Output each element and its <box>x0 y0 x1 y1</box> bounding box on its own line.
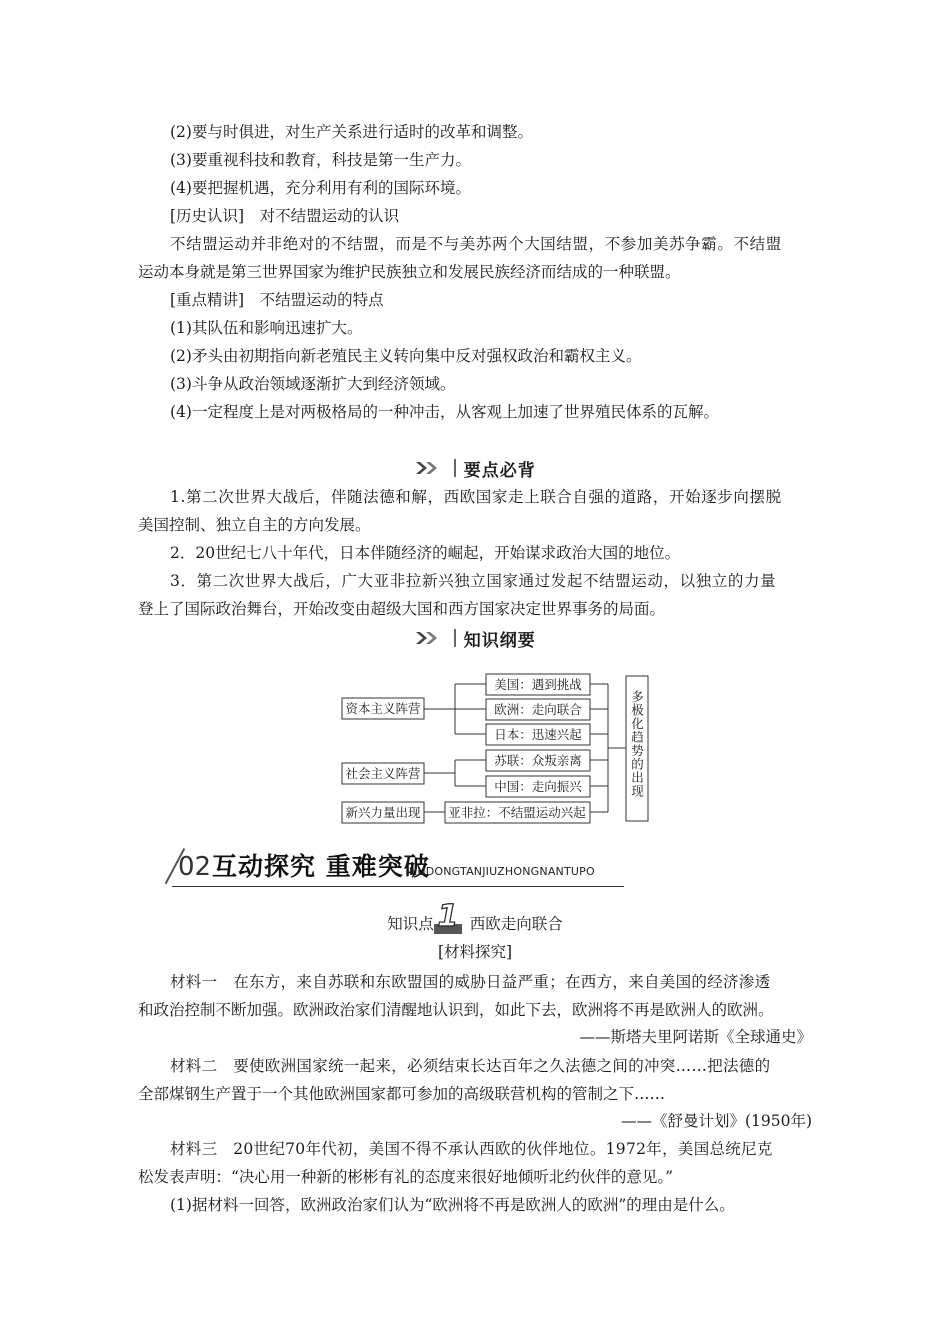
text-line: 2．20世纪七八十年代，日本伴随经济的崛起，开始谋求政治大国的地位。 <box>170 544 681 562</box>
knowledge-outline-diagram <box>0 665 950 845</box>
diagram-left-label: 资本主义阵营 <box>345 701 421 716</box>
heading-divider <box>454 629 456 647</box>
diagram-middle-label: 苏联：众叛亲离 <box>494 753 582 768</box>
text-line: 松发表声明：“决心用一种新的彬彬有礼的态度来很好地倾听北约伙伴的意见。” <box>138 1168 674 1186</box>
diagram-middle-label: 美国：遇到挑战 <box>494 677 582 692</box>
text-line: (3)斗争从政治领域逐渐扩大到经济领域。 <box>170 375 456 393</box>
section-banner <box>172 848 624 888</box>
text-line: 材料一 在东方，来自苏联和东欧盟国的威胁日益严重；在西方，来自美国的经济渗透 <box>170 973 771 991</box>
text-line: (2)要与时俱进，对生产关系进行适时的改革和调整。 <box>170 123 533 141</box>
diagram-middle-label: 欧洲：走向联合 <box>494 702 582 717</box>
double-chevron-icon <box>414 630 444 646</box>
banner-title: 互动探究 重难突破 <box>212 852 430 881</box>
text-line: (2)矛头由初期指向新老殖民主义转向集中反对强权政治和霸权主义。 <box>170 347 642 365</box>
text-line: (3)要重视科技和教育，科技是第一生产力。 <box>170 151 471 169</box>
citation-line: ——斯塔夫里阿诺斯《全球通史》 <box>579 1028 812 1046</box>
section-heading-key-points <box>0 455 950 481</box>
knowledge-point-prefix: 知识点 <box>387 915 434 933</box>
text-line: (4)要把握机遇，充分利用有利的国际环境。 <box>170 179 471 197</box>
diagram-right-label: 多极化趋势的出现 <box>629 690 645 798</box>
knowledge-point-number: 1 <box>437 899 459 934</box>
diagram-middle-label: 日本：迅速兴起 <box>494 727 582 742</box>
section-title: 要点必背 <box>463 460 536 481</box>
text-line: (1)其队伍和影响迅速扩大。 <box>170 319 363 337</box>
text-line: 和政治控制不断加强。欧洲政治家们清醒地认识到，如此下去，欧洲将不再是欧洲人的欧洲。 <box>138 1001 774 1019</box>
text-line: 3．第二次世界大战后，广大亚非拉新兴独立国家通过发起不结盟运动，以独立的力量 <box>170 572 777 590</box>
text-line: 1.第二次世界大战后，伴随法德和解，西欧国家走上联合自强的道路，开始逐步向摆脱 <box>170 488 782 506</box>
text-line: [历史认识] 对不结盟运动的认识 <box>170 207 400 225</box>
knowledge-point-title: 西欧走向联合 <box>469 915 563 933</box>
knowledge-point-number-badge <box>436 899 460 934</box>
banner-pinyin: HUDONGTANJIUZHONGNANTUPO <box>409 865 595 878</box>
text-line: 登上了国际政治舞台，开始改变由超级大国和西方国家决定世界事务的局面。 <box>138 600 666 618</box>
question-line: (1)据材料一回答，欧洲政治家们认为“欧洲将不再是欧洲人的欧洲”的理由是什么。 <box>170 1196 735 1214</box>
section-title: 知识纲要 <box>463 630 536 651</box>
heading-divider <box>454 459 456 477</box>
diagram-left-label: 社会主义阵营 <box>345 766 421 781</box>
text-line: 美国控制、独立自主的方向发展。 <box>138 516 371 534</box>
knowledge-point-heading <box>0 900 950 934</box>
banner-number-text: 02 <box>178 852 212 882</box>
banner-number <box>172 850 212 884</box>
text-line: 不结盟运动并非绝对的不结盟，而是不与美苏两个大国结盟，不参加美苏争霸。不结盟 <box>170 235 782 253</box>
citation-line: ——《舒曼计划》(1950年) <box>620 1112 812 1130</box>
diagram-middle-label: 中国：走向振兴 <box>494 779 582 794</box>
diagram-middle-label: 亚非拉：不结盟运动兴起 <box>448 805 586 820</box>
text-line: 运动本身就是第三世界国家为维护民族独立和发展民族经济而结成的一种联盟。 <box>138 263 681 281</box>
text-line: 全部煤钢生产置于一个其他欧洲国家都可参加的高级联营机构的管制之下…… <box>138 1085 666 1103</box>
banner-underline <box>172 886 624 887</box>
text-line: 材料二 要使欧洲国家统一起来，必须结束长达百年之久法德之间的冲突……把法德的 <box>170 1057 771 1075</box>
double-chevron-icon <box>414 460 444 476</box>
text-line: 材料三 20世纪70年代初，美国不得不承认西欧的伙伴地位。1972年，美国总统尼克 <box>170 1140 773 1158</box>
diagram-left-label: 新兴力量出现 <box>345 805 421 820</box>
text-line: (4)一定程度上是对两极格局的一种冲击，从客观上加速了世界殖民体系的瓦解。 <box>170 403 719 421</box>
text-line: [重点精讲] 不结盟运动的特点 <box>170 291 384 309</box>
section-heading-outline <box>0 625 950 651</box>
material-inquiry-label: [材料探究] <box>437 943 513 961</box>
